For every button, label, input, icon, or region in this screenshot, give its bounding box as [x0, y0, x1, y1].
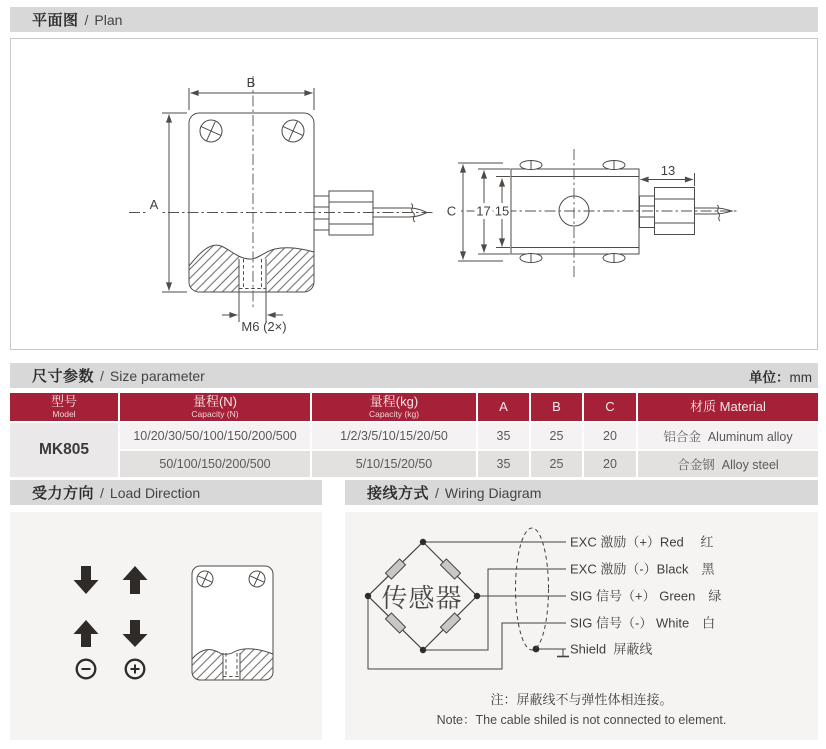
- dim-a-cell: 35: [477, 422, 530, 450]
- unit-indicator: [749, 366, 812, 386]
- dim-b-cell: 25: [530, 422, 583, 450]
- section-title-zh: 受力方向: [32, 485, 95, 502]
- section-title-zh: 平面图: [32, 12, 79, 29]
- dim-label-a: A: [149, 197, 159, 212]
- dim-label-15: 15: [494, 203, 510, 219]
- col-header-model: 型号 Model: [9, 392, 119, 422]
- dim-label-13: 13: [660, 163, 676, 178]
- material-cell: 合金钢 Alloy steel: [637, 450, 819, 478]
- section-title-en: Plan: [94, 11, 123, 28]
- cable-gland: [314, 191, 427, 235]
- size-parameter-table: [8, 391, 820, 479]
- down-arrow-icon: [123, 620, 148, 647]
- dimension-A: [147, 113, 187, 292]
- section-bar-size: [10, 363, 818, 388]
- table-header-row: [9, 392, 819, 422]
- up-arrow-icon: [74, 620, 99, 647]
- note-en: Note：The cable shiled is not connected to element.: [436, 713, 727, 727]
- dimension-13: [641, 163, 695, 186]
- unit-value: mm: [789, 369, 812, 385]
- section-title-en: Load Direction: [109, 484, 201, 501]
- model-cell: MK805: [9, 422, 119, 478]
- section-bar-load-direction: [10, 480, 322, 505]
- material-cell: 铝合金 Aluminum alloy: [637, 422, 819, 450]
- capacity-n-cell: 10/20/30/50/100/150/200/500: [119, 422, 311, 450]
- section-title-sep: /: [435, 484, 439, 501]
- section-bar-plan: [10, 7, 818, 32]
- dimension-M6: [222, 292, 287, 334]
- dim-c-cell: 20: [583, 422, 637, 450]
- load-direction-diagram: [10, 512, 322, 740]
- wiring-note: [345, 690, 818, 730]
- plan-drawing-box: [10, 38, 818, 350]
- section-title-sep: /: [84, 11, 89, 28]
- note-zh: 注：屏蔽线不与弹性体相连接。: [490, 692, 673, 707]
- dim-c-cell: 20: [583, 450, 637, 478]
- unit-label: 单位：: [749, 369, 790, 385]
- ground-icon: [557, 649, 569, 657]
- capacity-kg-cell: 1/2/3/5/10/15/20/50: [311, 422, 477, 450]
- down-arrow-icon: [74, 566, 99, 594]
- load-direction-panel: [10, 512, 322, 740]
- wiring-diagram: [345, 512, 818, 684]
- dim-label-m6: M6 (2×): [241, 319, 287, 334]
- section-title-zh: 尺寸参数: [32, 368, 95, 385]
- side-view-drawing: [445, 149, 739, 279]
- col-header-capacity-n: 量程(N) Capacity (N): [119, 392, 311, 422]
- dim-b-cell: 25: [530, 450, 583, 478]
- capacity-n-cell: 50/100/150/200/500: [119, 450, 311, 478]
- col-header-material: 材质 Material: [637, 392, 819, 422]
- section-title-sep: /: [100, 484, 104, 501]
- mini-loadcell-drawing: [192, 566, 273, 680]
- bridge-label: 传感器: [381, 583, 463, 613]
- wire-label-shield: Shield 屏蔽线: [570, 641, 653, 657]
- col-header-capacity-kg: 量程(kg) Capacity (kg): [311, 392, 477, 422]
- col-header-b: B: [530, 392, 583, 422]
- wiring-panel: [345, 512, 818, 740]
- dimension-15: [494, 177, 511, 248]
- dim-label-17: 17: [476, 203, 491, 219]
- dimension-B: [189, 75, 314, 110]
- plan-technical-drawing: [11, 39, 817, 349]
- dim-label-b: B: [246, 75, 256, 90]
- front-view-drawing: [129, 75, 435, 334]
- col-header-a: A: [477, 392, 530, 422]
- section-title-en: Wiring Diagram: [444, 484, 542, 501]
- section-bar-wiring: [345, 480, 818, 505]
- section-title-en: Size parameter: [109, 367, 205, 384]
- section-title-zh: 接线方式: [367, 485, 430, 502]
- table-row: [9, 422, 819, 450]
- capacity-kg-cell: 5/10/15/20/50: [311, 450, 477, 478]
- col-header-c: C: [583, 392, 637, 422]
- wire-label-exc-minus: EXC 激励（-）Black 黑: [570, 561, 715, 577]
- wire-label-sig-minus: SIG 信号（-） White 白: [570, 615, 716, 631]
- dim-a-cell: 35: [477, 450, 530, 478]
- minus-circle-icon: [77, 660, 96, 679]
- cable-bundle-ellipse: [516, 528, 549, 650]
- plus-circle-icon: [126, 660, 145, 679]
- section-title-sep: /: [100, 367, 104, 384]
- up-arrow-icon: [123, 566, 148, 594]
- dim-label-c: C: [446, 203, 457, 219]
- table-row: [9, 450, 819, 478]
- wire-label-exc-plus: EXC 激励（+）Red 红: [570, 534, 714, 550]
- wire-label-sig-plus: SIG 信号（+） Green 绿: [570, 588, 722, 604]
